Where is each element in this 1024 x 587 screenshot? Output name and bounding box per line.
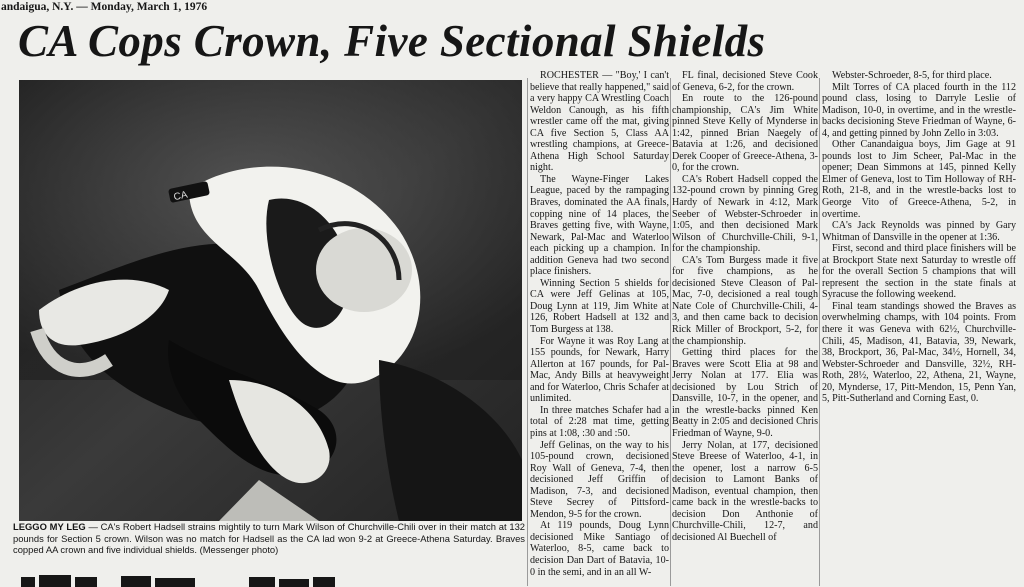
article-paragraph: CA's Jack Reynolds was pinned by Gary Whitman of Dansville in the opener at 1:36.: [822, 220, 1016, 243]
article-paragraph: Final team standings showed the Braves as overwhelming champs, with 104 points. From there it was Geneva with 62½, Churchville-Chili, 45, Madison, 41, Batavia, 39, Newark, 38, Brockport, 36, Pal-Mac, 34½, Hornell, 34, Webster-Schroeder and Dansville, 32½, RH-Roth, 28½, Waterloo, 22, Athena, 21, Wayne, 20, Mynderse, 17, Pitt-Mendon, 15, Penn Yan, 5, Pitt-Sutherland and Corning East, 0.: [822, 300, 1016, 405]
article-paragraph: ROCHESTER — "Boy,' I can't believe that really happened," said a very happy CA Wrestling Coach Weldon Canough, as his fifth wrestler came off the mat, giving CA five Section 5, Class AA wrestling champions, at Greece-Athena High School Saturday night.: [530, 70, 669, 174]
column-rule: [527, 78, 528, 586]
wrestling-photo: [19, 80, 522, 521]
article-paragraph: CA's Tom Burgess made it five for five champions, as he decisioned Steve Cleason of Pal-Mac, 7-0, decisioned a real tough Nate Cole of Churchville-Chili, 4-3, and then came back to decision Rick Miller of Brockport, 5-2, for the championship.: [672, 254, 818, 347]
article-paragraph: For Wayne it was Roy Lang at 155 pounds, for Newark, Harry Allerton at 167 pounds, for Pal-Mac, Andy Bills at heavyweight and for Waterloo, Chris Schafer at unlimited.: [530, 335, 669, 405]
article-paragraph: En route to the 126-pound championship, CA's Jim White pinned Steve Kelly of Mynderse in 1:42, pinned Brian Naegely of Batavia at 1:26, and decisioned Derek Cooper of Greece-Athena, 3-0, for the crown.: [672, 93, 818, 174]
cut-off-headline-fragment: [13, 572, 525, 587]
article-paragraph: Webster-Schroeder, 8-5, for third place.: [832, 70, 992, 81]
svg-text:CA: CA: [172, 189, 189, 204]
article-column-2: [672, 70, 818, 586]
article-paragraph: Milt Torres of CA placed fourth in the 112 pound class, losing to Darryle Leslie of Madison, 10-0, in overtime, and in the wrestle-backs decisioning Steve Friedman of Wayne, 6-4, and getting pinned by John Zello in 3:03.: [822, 81, 1016, 139]
article-paragraph: Other Canandaigua boys, Jim Gage at 91 pounds lost to Jim Scheer, Pal-Mac in the opener; Dean Simmons at 145, pinned Kelly Elmer of Geneva, lost to Tim Holloway of RH-Roth, 21-8, and in the wrestle-backs lost to George Vito of Greece-Athena, 5-2, in overtime.: [822, 139, 1016, 220]
article-paragraph: Jeff Gelinas, on the way to his 105-pound crown, decisioned Roy Wall of Geneva, 7-4, then decisioned Jeff Griffin of Madison, 7-3, and decisioned Steve Secrey of Pittsford-Mendon, 9-5 for the crown.: [530, 439, 669, 520]
photo-caption: [13, 521, 525, 571]
article-column-1: [530, 70, 669, 586]
headline: CA Cops Crown, Five Sectional Shields: [18, 16, 766, 66]
caption-text: — CA's Robert Hadsell strains mightily to turn Mark Wilson of Churchville-Chili over in their match at 132 pounds for Section 5 crown. Wilson was no match for Hadsell as the CA lad won 9-2 at Greece-Athena Saturday. Braves copped AA crown and five individual shields. (Messenger photo): [13, 521, 525, 556]
article-paragraph: At 119 pounds, Doug Lynn decisioned Mike Santiago of Waterloo, 8-5, came back to decision Dan Dart of Batavia, 10-0 in the semi, and in an all W-: [530, 520, 669, 578]
article-paragraph: The Wayne-Finger Lakes League, paced by the rampaging Braves, dominated the AA finals, copping nine of 14 places, the Braves getting five, with Wayne, Newark, Pal-Mac and Waterloo each picking up a champion. In addition Geneva had two second place finishers.: [530, 173, 669, 278]
column-rule: [670, 78, 671, 586]
article-paragraph: Getting third places for the Braves were Scott Elia at 98 and Jerry Nolan at 177. Elia was decisioned by Lou Strich of Dansville, 10-7, in the opener, and in the wrestle-backs pinned Ken Beatty in 2:05 and decisioned Chris Friedman of Wayne, 9-0.: [672, 347, 818, 439]
caption-lead: LEGGO MY LEG: [13, 521, 86, 532]
article-column-3: [822, 70, 1016, 586]
article-paragraph: FL final, decisioned Steve Cook of Geneva, 6-2, for the crown.: [672, 70, 818, 93]
dateline: andaigua, N.Y. — Monday, March 1, 1976: [1, 1, 208, 13]
article-paragraph: Winning Section 5 shields for CA were Jeff Gelinas at 105, Doug Lynn at 119, Jim White at 126, Robert Hadsell at 132 and Tom Burgess at 138.: [530, 277, 669, 336]
article-paragraph: CA's Robert Hadsell copped the 132-pound crown by pinning Greg Hardy of Newark in 4:12, Mark Seeber of Webster-Schroeder in 1:05, and then decisioned Mark Wilson of Churchville-Chili, 9-1, for the championship.: [672, 173, 818, 255]
column-rule: [819, 78, 820, 586]
article-paragraph: Jerry Nolan, at 177, decisioned Steve Breese of Waterloo, 4-1, in the opener, lost a narrow 6-5 decision to Lamont Banks of Madison, eventual champion, then came back in the wrestle-backs to decision Don Anthonie of Churchville-Chili, 12-7, and decisioned Al Buechell of: [672, 439, 818, 543]
article-paragraph: In three matches Schafer had a total of 2:28 mat time, getting pins at 1:08, :30 and :50.: [530, 404, 669, 439]
article-paragraph: First, second and third place finishers will be at Brockport State next Saturday to wrestle off for the overall Section 5 champions that will represent the section in the state finals at Syracuse the following weekend.: [822, 243, 1016, 301]
